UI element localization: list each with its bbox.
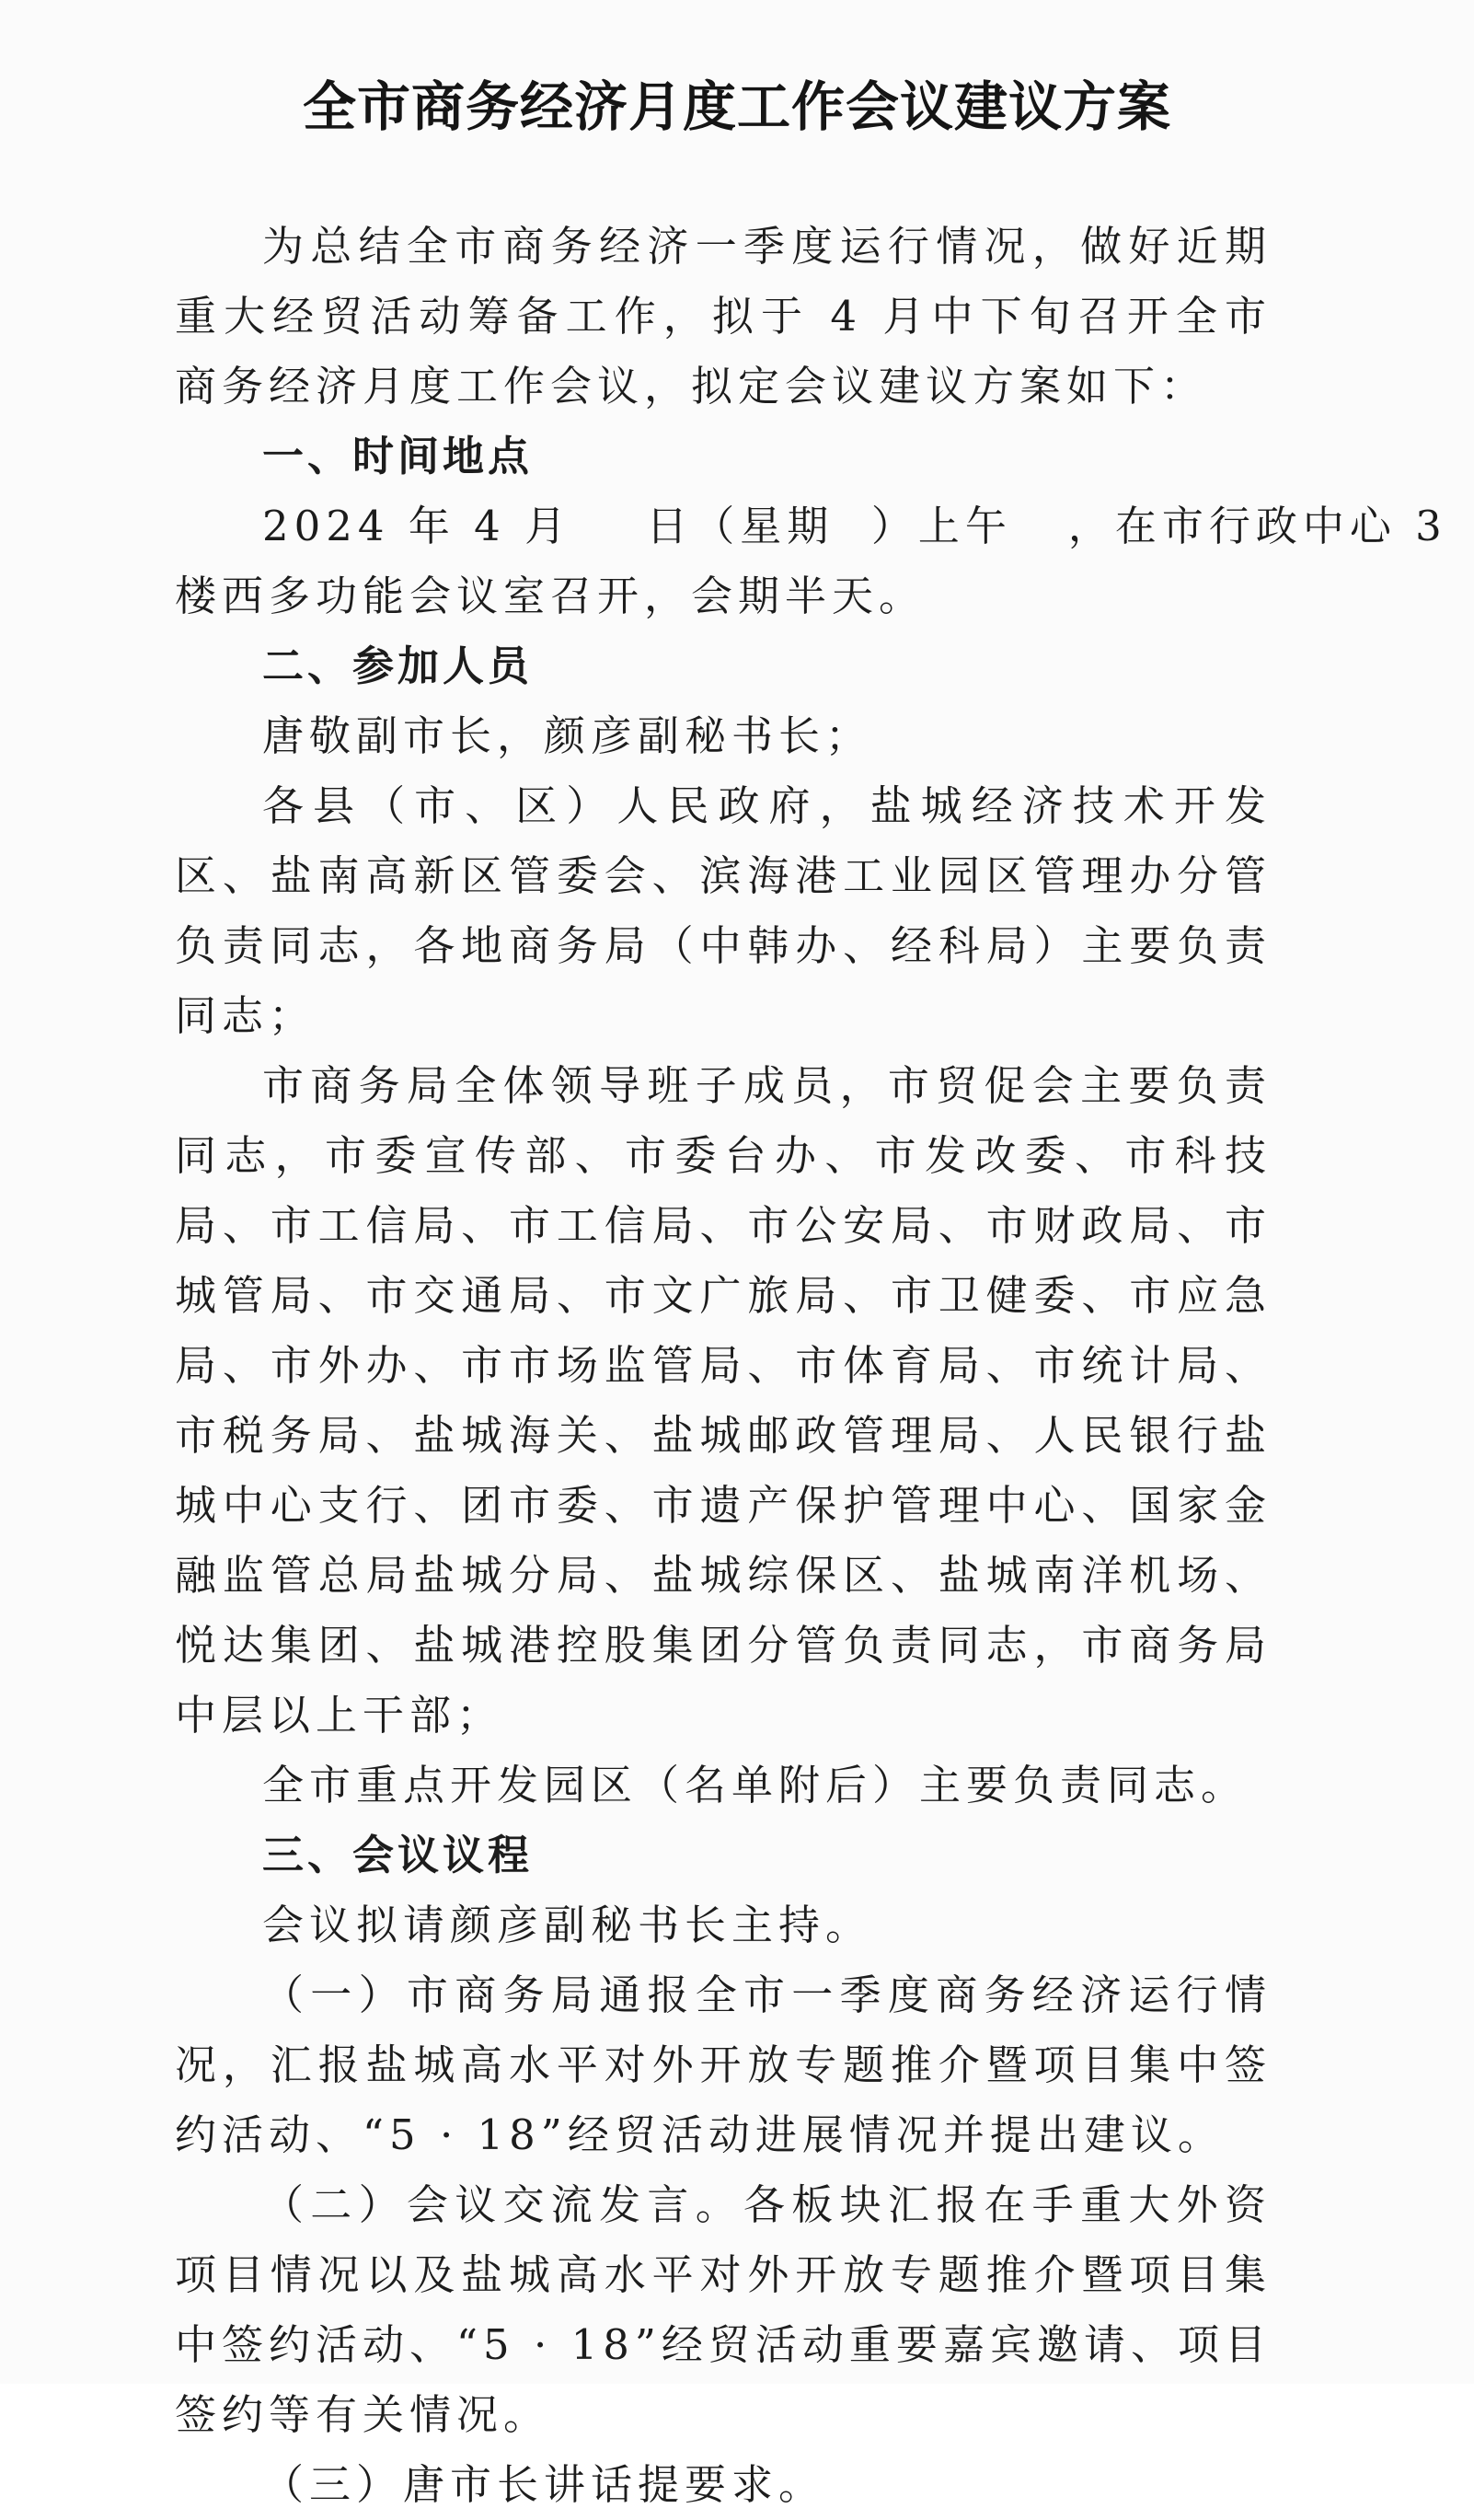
meeting-date-line — [175, 491, 1447, 561]
section-heading-agenda: 三、会议议程 — [262, 1831, 534, 1879]
agenda-host: 会议拟请颜彦副秘书长主持。 — [262, 1901, 873, 1949]
document-title: 全市商务经济月度工作会议建议方案 — [302, 75, 1171, 138]
attendees-county-governments: 各县（市、区）人民政府，盐城经济技术开发区、盐南高新区管委会、滨海港工业园区管理办分管负责同志，各地商务局（中韩办、经科局）主要负责同志； — [175, 781, 1272, 1040]
intro-paragraph: 为总结全市商务经济一季度运行情况，做好近期重大经贸活动筹备工作，拟于 4 月中下旬召开全市商务经济月度工作会议，拟定会议建议方案如下： — [175, 222, 1272, 410]
attendees-leaders: 唐敬副市长，颜彦副秘书长； — [262, 711, 873, 760]
meeting-location-line: 楼西多功能会议室召开，会期半天。 — [175, 572, 927, 620]
section-heading-time-location: 一、时间地点 — [262, 432, 534, 480]
date-part-year-month: 2024 年 4 月 — [262, 502, 572, 550]
agenda-item-1: （一）市商务局通报全市一季度商务经济运行情况，汇报盐城高水平对外开放专题推介暨项目集中签约活动、“5 · 18”经贸活动进展情况并提出建议。 — [175, 1971, 1272, 2159]
attendees-development-zones: 全市重点开发园区（名单附后）主要负责同志。 — [262, 1761, 1249, 1809]
date-part-day-weekday: 日（星期 — [646, 502, 835, 550]
agenda-item-3: （三）唐市长讲话提要求。 — [262, 2460, 826, 2509]
section-heading-attendees: 二、参加人员 — [262, 642, 534, 690]
date-part-location: ，在市行政中心 3 — [1067, 502, 1447, 550]
agenda-item-2: （二）会议交流发言。各板块汇报在手重大外资项目情况以及盐城高水平对外开放专题推介暨项目集中签约活动、“5 · 18”经贸活动重要嘉宾邀请、项目签约等有关情况。 — [175, 2180, 1272, 2439]
attendees-city-departments: 市商务局全体领导班子成员，市贸促会主要负责同志，市委宣传部、市委台办、市发改委、市科技局、市工信局、市工信局、市公安局、市财政局、市城管局、市交通局、市文广旅局、市卫健委、市应急局、市外办、市市场监管局、市体育局、市统计局、市税务局、盐城海关、盐城邮政管理局、人民银行盐城中心支行、团市委、市遗产保护管理中心、国家金融监管总局盐城分局、盐城综保区、盐城南洋机场、悦达集团、盐城港控股集团分管负责同志，市商务局中层以上干部； — [175, 1061, 1272, 1740]
date-part-morning: ）上午 — [870, 502, 1012, 550]
document-body — [175, 212, 1447, 2520]
